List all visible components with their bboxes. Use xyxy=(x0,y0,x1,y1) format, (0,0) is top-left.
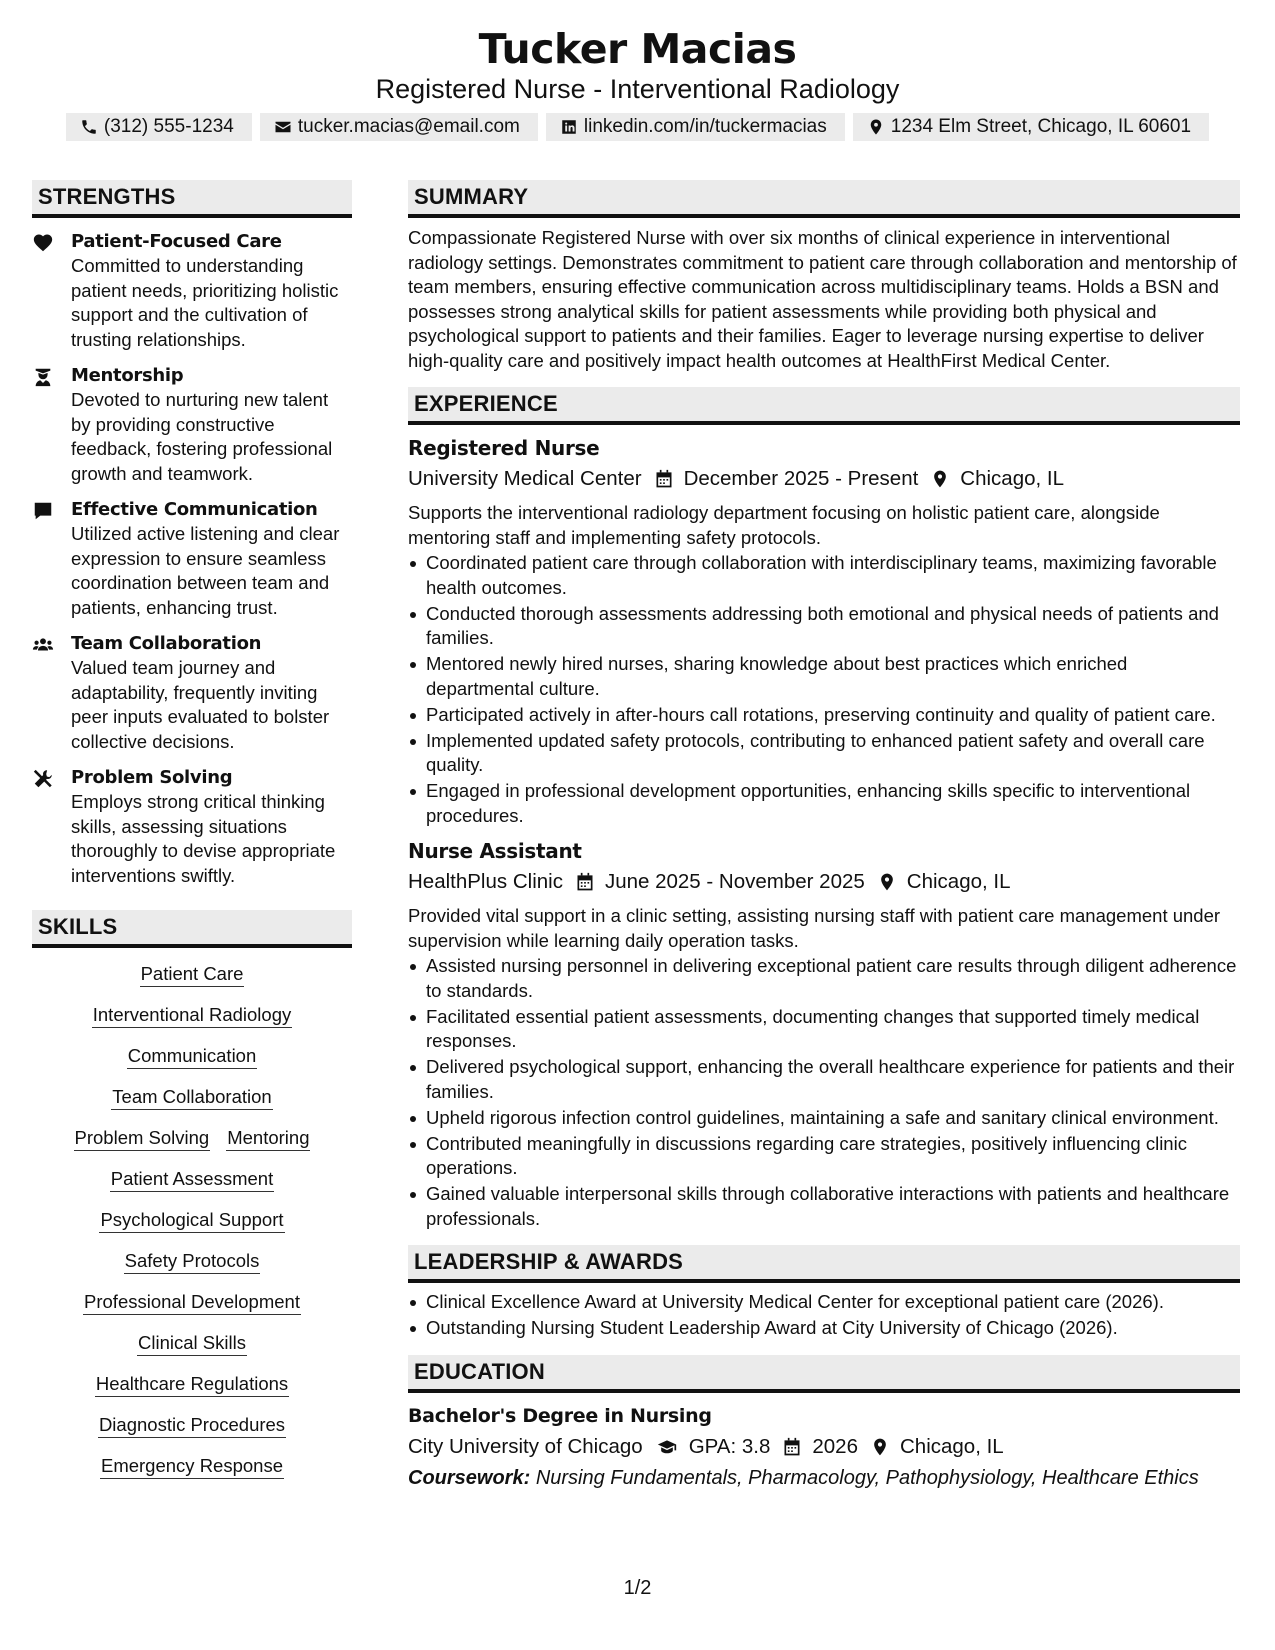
contact-linkedin-text: linkedin.com/in/tuckermacias xyxy=(583,116,827,137)
skill-row xyxy=(42,1003,342,1027)
comment-icon xyxy=(32,500,54,522)
skill-row xyxy=(42,1085,342,1109)
coursework xyxy=(408,1463,1240,1493)
strength-title: Problem Solving xyxy=(71,767,233,788)
education-heading: EDUCATION xyxy=(408,1355,1240,1393)
skill-tag: Psychological Support xyxy=(99,1209,284,1233)
job-bullet: Gained valuable interpersonal skills through collaborative interactions with patients and healthcare professionals. xyxy=(408,1182,1240,1231)
skill-tag: Diagnostic Procedures xyxy=(98,1414,286,1438)
strength-title: Patient-Focused Care xyxy=(71,231,282,252)
skill-tag: Interventional Radiology xyxy=(92,1004,293,1028)
map-marker-icon xyxy=(877,872,897,892)
graduation-year: 2026 xyxy=(812,1434,858,1458)
map-marker-icon xyxy=(867,118,885,136)
calendar-icon xyxy=(654,469,674,489)
strength-title: Effective Communication xyxy=(71,499,318,520)
skill-row xyxy=(42,1208,342,1232)
skill-row xyxy=(42,1372,342,1396)
skill-tag: Clinical Skills xyxy=(137,1332,247,1356)
skill-row xyxy=(42,1413,342,1437)
skill-tag: Patient Care xyxy=(140,963,245,987)
skill-tag: Patient Assessment xyxy=(110,1168,274,1192)
summary-text: Compassionate Registered Nurse with over six months of clinical experience in interventional radiology settings. Demonstrates commitment to patient care through collaboration and mentorship of team members, ensuring effective communication across multidisciplinary teams. Holds a BSN and possesses strong analytical skills for patient assessments while providing both physical and psychological support to patients and their families. Eager to leverage nursing expertise to deliver high-quality care and positively impact health outcomes at HealthFirst Medical Center. xyxy=(408,227,1237,371)
contact-phone-text: (312) 555-1234 xyxy=(103,116,234,137)
job-location: Chicago, IL xyxy=(906,870,1011,893)
skill-row xyxy=(42,1044,342,1068)
skill-row xyxy=(42,1126,342,1150)
skill-tag: Mentoring xyxy=(226,1127,310,1151)
job-bullet: Upheld rigorous infection control guidelines, maintaining a safe and sanitary clinical environment. xyxy=(408,1106,1240,1131)
job-org: HealthPlus Clinic xyxy=(408,870,563,893)
job-bullet: Engaged in professional development opportunities, enhancing skills specific to interventional procedures. xyxy=(408,779,1240,828)
job-bullet: Coordinated patient care through collaboration with interdisciplinary teams, maximizing favorable health outcomes. xyxy=(408,551,1240,600)
skill-row xyxy=(42,1454,342,1478)
skills-heading: SKILLS xyxy=(32,910,352,948)
job-org: University Medical Center xyxy=(408,467,642,490)
job-bullets xyxy=(408,954,1240,1231)
job-dates: December 2025 - Present xyxy=(683,467,919,490)
strength-desc: Employs strong critical thinking skills, assessing situations thoroughly to devise appropriate interventions swiftly. xyxy=(71,791,336,886)
experience-heading: EXPERIENCE xyxy=(408,387,1240,425)
strength-item xyxy=(32,766,352,888)
job-entry xyxy=(408,434,1240,828)
contact-bar xyxy=(0,113,1275,141)
skill-tag: Problem Solving xyxy=(74,1127,211,1151)
contact-email[interactable] xyxy=(260,113,538,141)
skills-list xyxy=(32,962,352,1478)
job-location: Chicago, IL xyxy=(960,467,1064,490)
job-dates: June 2025 - November 2025 xyxy=(604,870,865,893)
strength-item xyxy=(32,498,352,620)
school-name: City University of Chicago xyxy=(408,1434,643,1458)
contact-email-text: tucker.macias@email.com xyxy=(297,116,520,137)
job-entry xyxy=(408,837,1240,1231)
strength-title: Mentorship xyxy=(71,365,184,386)
linkedin-icon xyxy=(560,118,578,136)
map-marker-icon xyxy=(870,1437,890,1457)
strength-desc: Devoted to nurturing new talent by providing constructive feedback, fostering professional growth and teamwork. xyxy=(71,389,333,484)
job-meta xyxy=(408,867,1240,897)
envelope-icon xyxy=(274,118,292,136)
strength-item xyxy=(32,364,352,486)
strength-desc: Utilized active listening and clear expression to ensure seamless coordination between team and patients, enhancing trust. xyxy=(71,523,340,618)
job-meta xyxy=(408,464,1240,494)
skill-tag: Healthcare Regulations xyxy=(95,1373,289,1397)
gpa: GPA: 3.8 xyxy=(688,1434,771,1458)
skill-tag: Professional Development xyxy=(83,1291,301,1315)
heart-icon xyxy=(32,232,54,254)
skill-row xyxy=(42,962,342,986)
job-title: Nurse Assistant xyxy=(408,839,582,863)
contact-linkedin[interactable] xyxy=(546,113,845,141)
strength-item xyxy=(32,230,352,352)
leadership-heading: LEADERSHIP & AWARDS xyxy=(408,1245,1240,1283)
candidate-name: Tucker Macias xyxy=(478,25,797,73)
skill-tag: Communication xyxy=(127,1045,258,1069)
right-column xyxy=(408,180,1240,1493)
contact-phone[interactable] xyxy=(66,113,252,141)
strengths-heading: STRENGTHS xyxy=(32,180,352,218)
contact-address xyxy=(853,113,1209,141)
job-bullet: Delivered psychological support, enhancing the overall healthcare experience for patients and their families. xyxy=(408,1055,1240,1104)
skill-tag: Team Collaboration xyxy=(111,1086,272,1110)
job-bullet: Participated actively in after-hours call rotations, preserving continuity and quality of patient care. xyxy=(408,703,1240,728)
strength-desc: Committed to understanding patient needs, prioritizing holistic support and the cultivation of trusting relationships. xyxy=(71,255,339,350)
calendar-icon xyxy=(575,872,595,892)
skill-tag: Emergency Response xyxy=(100,1455,284,1479)
coursework-label: Coursework: xyxy=(408,1466,531,1489)
job-bullet: Contributed meaningfully in discussions regarding care strategies, positively influencing clinic operations. xyxy=(408,1132,1240,1181)
job-bullet: Assisted nursing personnel in delivering exceptional patient care results through diligent adherence to standards. xyxy=(408,954,1240,1003)
skill-row xyxy=(42,1249,342,1273)
job-description: Provided vital support in a clinic setting, assisting nursing staff with patient care management under supervision while learning daily operation tasks. xyxy=(408,905,1221,951)
skill-row xyxy=(42,1331,342,1355)
users-icon xyxy=(32,634,54,656)
coursework-list: Nursing Fundamentals, Pharmacology, Pathophysiology, Healthcare Ethics xyxy=(535,1466,1199,1489)
strength-desc: Valued team journey and adaptability, frequently inviting peer inputs evaluated to bolster collective decisions. xyxy=(71,657,330,752)
award-item: Clinical Excellence Award at University Medical Center for exceptional patient care (2026). xyxy=(408,1290,1240,1315)
skill-tag: Safety Protocols xyxy=(124,1250,261,1274)
award-item: Outstanding Nursing Student Leadership Award at City University of Chicago (2026). xyxy=(408,1316,1240,1341)
skill-row xyxy=(42,1290,342,1314)
graduate-icon xyxy=(32,366,54,388)
phone-icon xyxy=(80,118,98,136)
summary-heading: SUMMARY xyxy=(408,180,1240,218)
job-bullet: Mentored newly hired nurses, sharing knowledge about best practices which enriched departmental culture. xyxy=(408,652,1240,701)
leadership-list xyxy=(408,1290,1240,1341)
job-bullets xyxy=(408,551,1240,828)
contact-address-text: 1234 Elm Street, Chicago, IL 60601 xyxy=(890,116,1192,137)
education-location: Chicago, IL xyxy=(899,1434,1004,1458)
education-meta xyxy=(408,1432,1240,1462)
graduation-cap-icon xyxy=(655,1437,679,1457)
strength-title: Team Collaboration xyxy=(71,633,262,654)
job-bullet: Facilitated essential patient assessments, documenting changes that supported timely medical responses. xyxy=(408,1005,1240,1054)
job-title: Registered Nurse xyxy=(408,436,600,460)
calendar-icon xyxy=(782,1437,802,1457)
skill-row xyxy=(42,1167,342,1191)
job-bullet: Implemented updated safety protocols, contributing to enhanced patient safety and overall care quality. xyxy=(408,729,1240,778)
job-bullet: Conducted thorough assessments addressing both emotional and physical needs of patients and families. xyxy=(408,602,1240,651)
job-description: Supports the interventional radiology department focusing on holistic patient care, alongside mentoring staff and implementing safety protocols. xyxy=(408,502,1160,548)
tools-icon xyxy=(32,768,54,790)
candidate-role: Registered Nurse - Interventional Radiology xyxy=(375,74,900,104)
page-number: 1/2 xyxy=(623,1577,652,1599)
left-column xyxy=(32,180,352,1478)
strength-item xyxy=(32,632,352,754)
map-marker-icon xyxy=(930,469,950,489)
degree-title: Bachelor's Degree in Nursing xyxy=(408,1404,712,1427)
